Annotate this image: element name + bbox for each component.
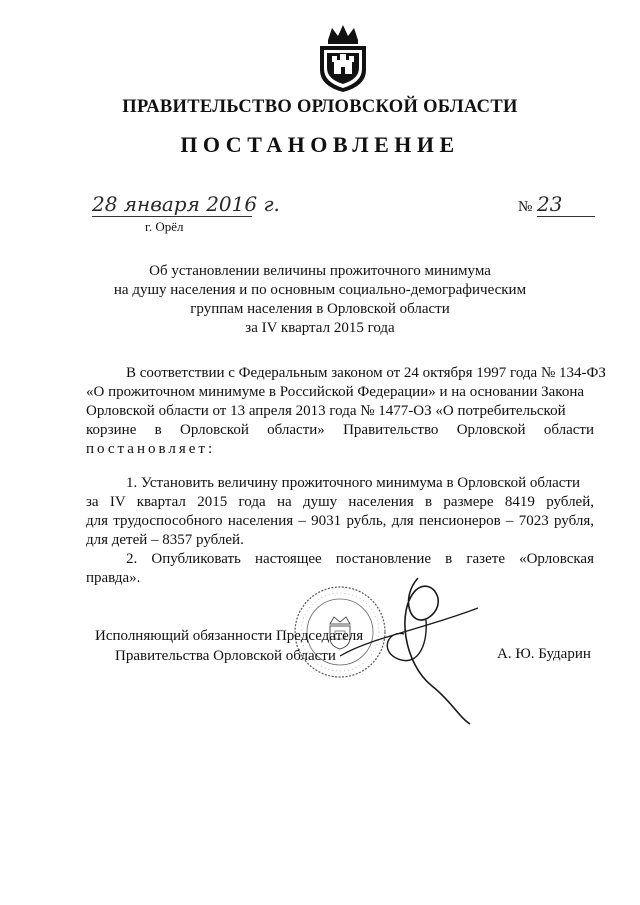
document-type-title: ПОСТАНОВЛЕНИЕ [180, 132, 460, 157]
document-date: 28 января 2016 г. [92, 192, 280, 216]
orel-oblast-coat-of-arms-icon [314, 22, 372, 94]
preamble-line: Орловской области от 13 апреля 2013 года № 1477-ОЗ «О потребительской [86, 403, 566, 419]
item-line: 1. Установить величину прожиточного минимума в Орловской области [126, 475, 580, 491]
preamble-line: В соответствии с Федеральным законом от 24 октября 1997 года № 134-ФЗ [126, 365, 606, 381]
government-title: ПРАВИТЕЛЬСТВО ОРЛОВСКОЙ ОБЛАСТИ [122, 97, 518, 117]
subject-line: группам населения в Орловской области [190, 301, 450, 317]
preamble-line: постановляет: [86, 441, 216, 457]
preamble-line: «О прожиточном минимуме в Российской Федерации» и на основании Закона [86, 384, 585, 400]
item-line: за IV квартал 2015 года на душу населения в размере 8419 рублей, [86, 494, 594, 510]
signatory-position-line1: Исполняющий обязанности Председателя [95, 628, 364, 644]
handwritten-signature-icon [300, 568, 480, 728]
signatory-name: А. Ю. Бударин [497, 646, 591, 662]
item-line: правда». [86, 570, 141, 586]
signatory-position-line2: Правительства Орловской области [115, 648, 336, 664]
item-line: для трудоспособного населения – 9031 рубль, для пенсионеров – 7023 рубля, [86, 513, 594, 529]
document-city: г. Орёл [145, 219, 184, 234]
subject-line: Об установлении величины прожиточного минимума [149, 263, 491, 279]
document-number: 23 [537, 192, 595, 217]
preamble-line: корзине в Орловской области» Правительство Орловской области [86, 422, 594, 438]
preamble-paragraph [86, 364, 606, 459]
subject-line: на душу населения и по основным социально-демографическим [113, 282, 527, 298]
document-subject [0, 262, 640, 338]
subject-line: за IV квартал 2015 года [245, 320, 395, 336]
document-number-label: № [518, 199, 533, 215]
item-line: 2. Опубликовать настоящее постановление в газете «Орловская [126, 551, 594, 567]
item-line: для детей – 8357 рублей. [86, 532, 244, 548]
